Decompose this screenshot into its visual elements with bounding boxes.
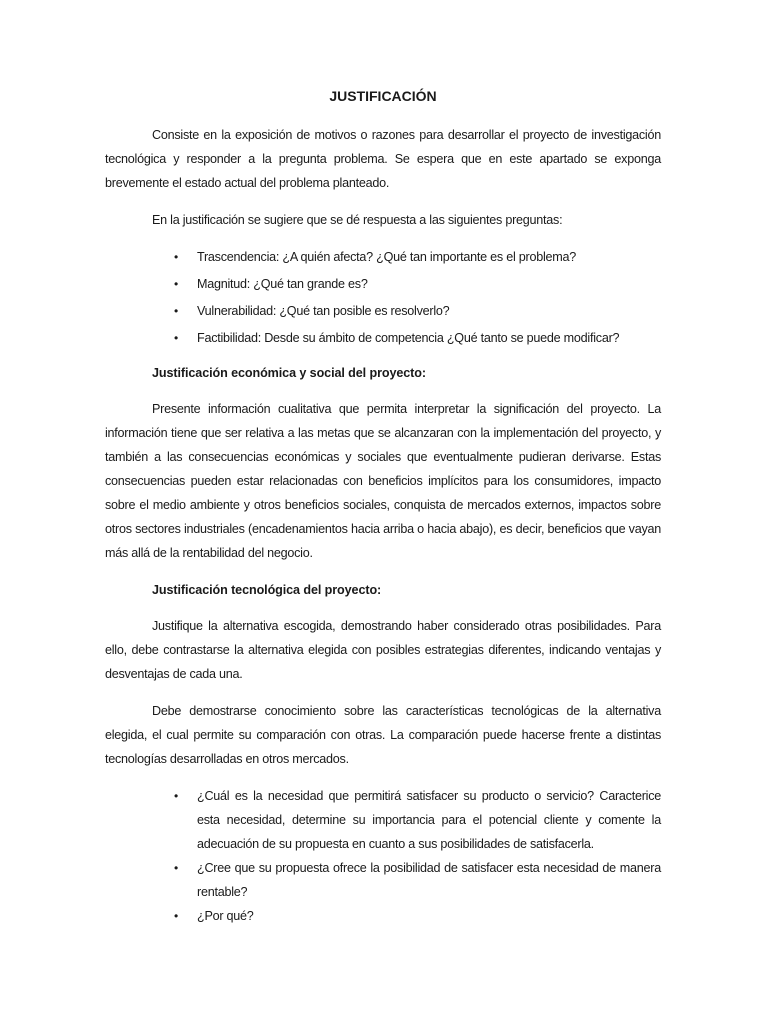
bullet-icon: • <box>174 789 178 803</box>
economic-social-paragraph: Presente información cualitativa que permita interpretar la significación del proyecto. La información tiene que ser relativa a las metas que se alcanzaran con la implementación del proyecto, y también a las consecuencias económicas y sociales que eventualmente pudieran derivarse. Estas consecuencias pueden estar relacionadas con beneficios implícitos para los consumidores, impacto sobre el medio ambiente y otros beneficios sociales, conquista de mercados externos, impactos sobre otros sectores industriales (encadenamientos hacia arriba o hacia abajo), es decir, beneficios que vayan más allá de la rentabilidad del negocio. <box>105 402 661 560</box>
intro-paragraph: Consiste en la exposición de motivos o razones para desarrollar el proyecto de investigación tecnológica y responder a la pregunta problema. Se espera que en este apartado se exponga brevemente el estado actual del problema planteado. <box>105 128 661 190</box>
bullet-icon: • <box>174 909 178 923</box>
list-item-text: ¿Cree que su propuesta ofrece la posibilidad de satisfacer esta necesidad de manera rentable? <box>197 861 661 899</box>
bullet-icon: • <box>174 304 178 318</box>
section-heading-technological: Justificación tecnológica del proyecto: <box>152 583 382 597</box>
bullet-icon: • <box>174 277 178 291</box>
list-item-text: Factibilidad: Desde su ámbito de competencia ¿Qué tanto se puede modificar? <box>197 331 620 345</box>
bullet-icon: • <box>174 861 178 875</box>
bullet-icon: • <box>174 250 178 264</box>
bullet-icon: • <box>174 331 178 345</box>
list-item <box>105 245 661 269</box>
list-item-text: Magnitud: ¿Qué tan grande es? <box>197 277 368 291</box>
list-item <box>105 784 661 856</box>
page-title: JUSTIFICACIÓN <box>329 88 437 104</box>
technological-paragraph-2: Debe demostrarse conocimiento sobre las características tecnológicas de la alternativa elegida, el cual permite su comparación con otras. La comparación puede hacerse frente a distintas tecnologías desarrolladas en otros mercados. <box>105 704 661 766</box>
list-item <box>105 856 661 904</box>
list-item-text: Trascendencia: ¿A quién afecta? ¿Qué tan importante es el problema? <box>197 250 577 264</box>
list-item <box>105 272 661 296</box>
questions-intro-paragraph: En la justificación se sugiere que se dé respuesta a las siguientes preguntas: <box>152 213 563 227</box>
questions-list <box>105 245 661 350</box>
document-page <box>105 88 661 939</box>
technological-questions-list <box>105 784 661 928</box>
list-item <box>105 904 661 928</box>
section-heading-economic-social: Justificación económica y social del proyecto: <box>152 366 426 380</box>
technological-paragraph-1: Justifique la alternativa escogida, demostrando haber considerado otras posibilidades. Para ello, debe contrastarse la alternativa elegida con posibles estrategias diferentes, indicando ventajas y desventajas de cada una. <box>105 619 661 681</box>
list-item <box>105 299 661 323</box>
list-item <box>105 326 661 350</box>
list-item-text: ¿Cuál es la necesidad que permitirá satisfacer su producto o servicio? Caracterice esta necesidad, determine su importancia para el potencial cliente y comente la adecuación de su propuesta en cuanto a sus posibilidades de satisfacerla. <box>197 789 661 851</box>
list-item-text: Vulnerabilidad: ¿Qué tan posible es resolverlo? <box>197 304 450 318</box>
list-item-text: ¿Por qué? <box>197 909 254 923</box>
